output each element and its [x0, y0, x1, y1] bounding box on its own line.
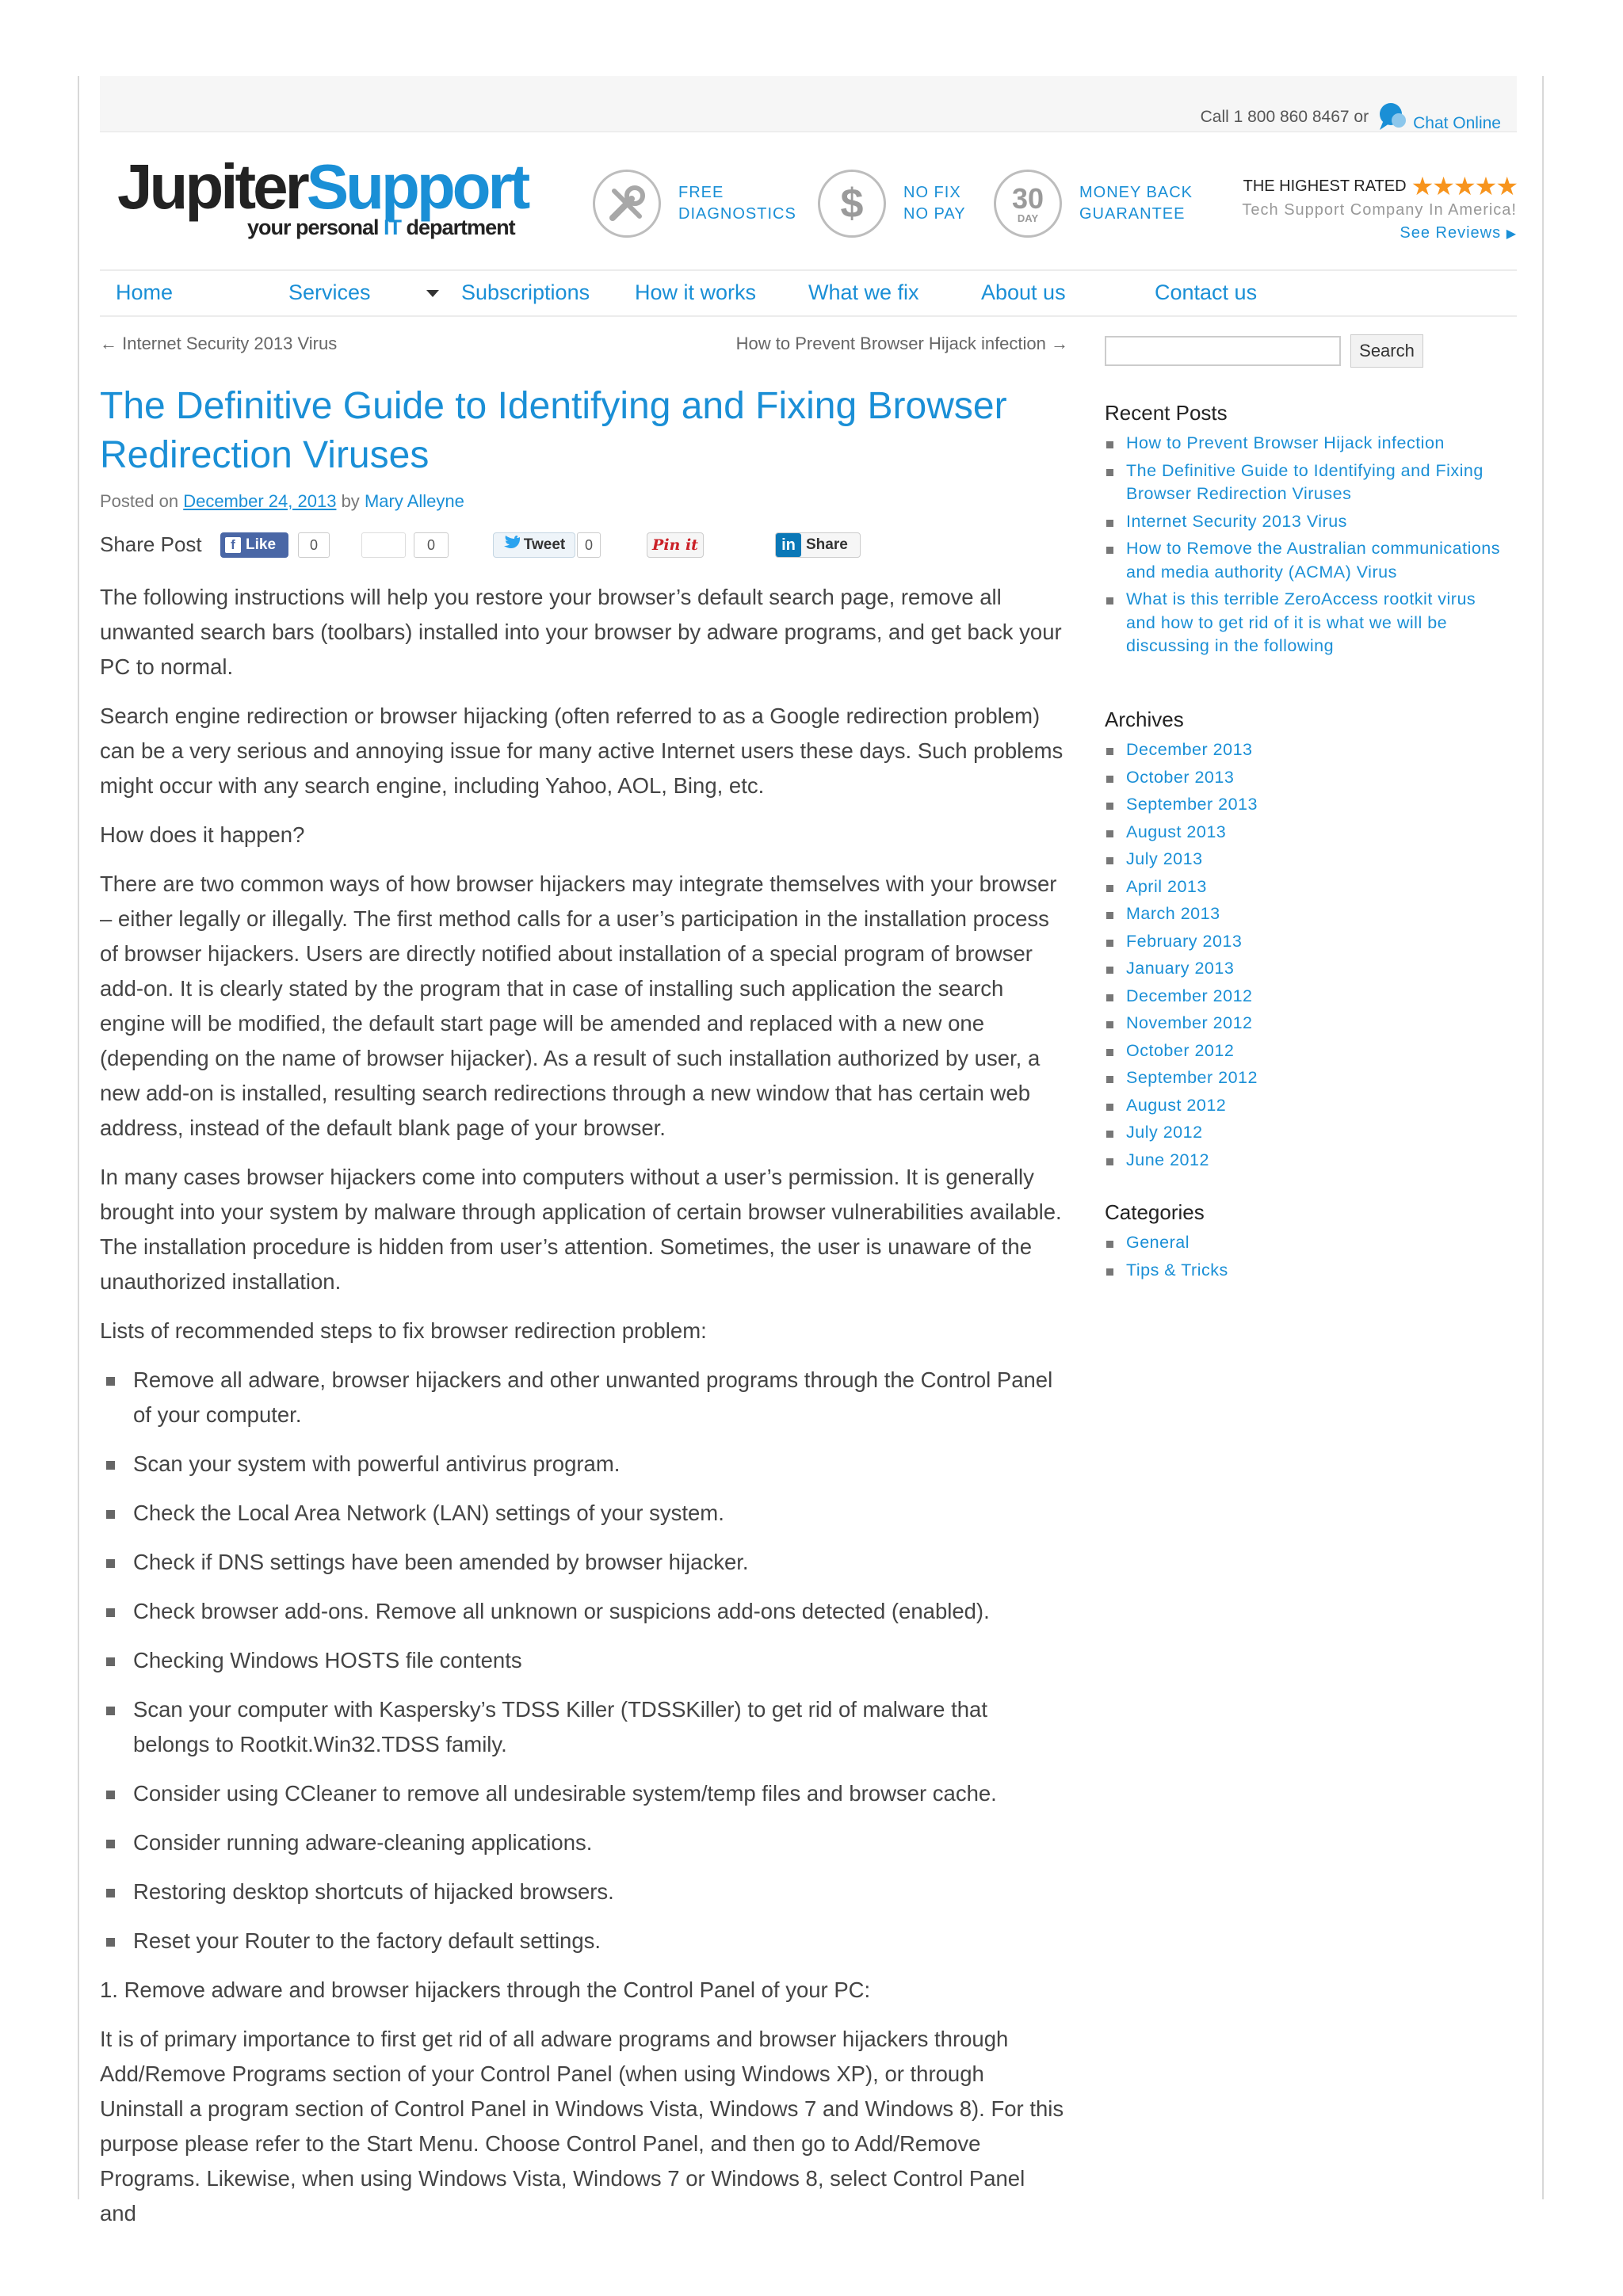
google-plus-button[interactable]: [361, 532, 406, 558]
paragraph: In many cases browser hijackers come into computers without a user’s permission. It is generally brought into your system by malware through application of certain browser vulnerabilities available. The installation procedure is hidden from user’s attention. Sometimes, the user is unaware of the unauthorized installation.: [100, 1165, 1062, 1294]
five-stars-icon: ★★★★★: [1411, 172, 1517, 200]
archives-widget: [1105, 707, 1501, 1176]
pinterest-pin-button[interactable]: Pin it: [647, 532, 704, 558]
feature-free-diagnostics: FREE DIAGNOSTICS: [593, 170, 796, 238]
archive-link[interactable]: October 2012: [1105, 1039, 1501, 1063]
list-item: Check the Local Area Network (LAN) settings of your system.: [100, 1496, 1067, 1531]
nav-home[interactable]: Home: [116, 280, 174, 304]
list-item: Reset your Router to the factory default settings.: [100, 1924, 1067, 1958]
nav-what-we-fix[interactable]: What we fix: [808, 280, 919, 304]
rating-subtitle: Tech Support Company In America!: [1242, 201, 1517, 219]
archive-link[interactable]: August 2012: [1105, 1094, 1501, 1118]
main-nav: [100, 269, 1517, 317]
30-day-icon: 30 DAY: [994, 170, 1062, 238]
archive-link[interactable]: February 2013: [1105, 930, 1501, 954]
recent-post-link[interactable]: How to Remove the Australian communications and media authority (ACMA) Virus: [1105, 537, 1501, 584]
recent-post-link[interactable]: How to Prevent Browser Hijack infection: [1105, 432, 1501, 456]
twitter-bird-icon: [503, 536, 521, 555]
list-item: Restoring desktop shortcuts of hijacked browsers.: [100, 1875, 1067, 1909]
linkedin-icon: in: [776, 533, 801, 557]
archive-link[interactable]: January 2013: [1105, 957, 1501, 981]
paragraph: Lists of recommended steps to fix browser redirection problem:: [100, 1318, 707, 1343]
chat-online-link[interactable]: [1375, 101, 1501, 133]
archive-link[interactable]: March 2013: [1105, 902, 1501, 926]
list-item: Checking Windows HOSTS file contents: [100, 1643, 1067, 1678]
top-bar: [100, 76, 1517, 132]
archive-link[interactable]: July 2012: [1105, 1121, 1501, 1145]
nav-how-it-works[interactable]: How it works: [635, 280, 757, 304]
paragraph: 1. Remove adware and browser hijackers through the Control Panel of your PC:: [100, 1978, 871, 2002]
archive-link[interactable]: August 2013: [1105, 821, 1501, 845]
linkedin-share-button[interactable]: in Share: [775, 532, 861, 558]
category-link[interactable]: General: [1105, 1231, 1501, 1255]
nav-about-us[interactable]: About us: [981, 280, 1066, 304]
archive-link[interactable]: December 2012: [1105, 985, 1501, 1009]
chat-online-label: Chat Online: [1413, 114, 1501, 132]
recent-post-link[interactable]: Internet Security 2013 Virus: [1105, 510, 1501, 534]
tweet-count: 0: [577, 532, 601, 558]
contact-info: [1201, 101, 1501, 133]
archive-link[interactable]: September 2012: [1105, 1066, 1501, 1090]
archive-link[interactable]: September 2013: [1105, 793, 1501, 817]
list-item: Scan your computer with Kaspersky’s TDSS Killer (TDSSKiller) to get rid of malware that belongs to Rootkit.Win32.TDSS family.: [100, 1692, 1067, 1762]
facebook-like-button[interactable]: f Like: [220, 532, 288, 558]
archive-link[interactable]: November 2012: [1105, 1012, 1501, 1035]
archive-link[interactable]: June 2012: [1105, 1149, 1501, 1173]
see-reviews-link[interactable]: See Reviews ▶: [1400, 224, 1517, 242]
rating-box: [1242, 172, 1517, 242]
like-count: 0: [298, 532, 330, 558]
categories-title: Categories: [1105, 1200, 1205, 1224]
paragraph: There are two common ways of how browser hijackers may integrate themselves with your browser – either legally or illegally. The first method calls for a user’s participation in the installation process of browser hijackers. Users are directly notified about installation of a special program of browser add-on. It is clearly stated by the program that in case of installing such application the search engine will be modified, the default start page will be amended and replaced with a new one (depending on the name of browser hijacker). As a result of such installation authorized by user, a new add-on is installed, resulting search redirections through a new window that has certain web address, instead of the default blank page of your browser.: [100, 871, 1057, 1140]
previous-post-link[interactable]: ← Internet Security 2013 Virus: [100, 334, 338, 353]
article-body: [100, 580, 1067, 2245]
feature-no-fix-no-pay: $ NO FIX NO PAY: [818, 170, 966, 238]
chat-icon: [1375, 101, 1410, 133]
categories-widget: [1105, 1200, 1501, 1286]
page-frame-left: [78, 76, 79, 2199]
nav-subscriptions[interactable]: Subscriptions: [461, 280, 590, 304]
nav-services[interactable]: Services: [288, 280, 371, 304]
search-button[interactable]: Search: [1350, 334, 1423, 368]
archive-link[interactable]: April 2013: [1105, 875, 1501, 899]
nav-contact-us[interactable]: Contact us: [1155, 280, 1258, 304]
search-input[interactable]: [1105, 336, 1341, 366]
recent-post-link[interactable]: What is this terrible ZeroAccess rootkit virus and how to get rid of it is what we will be discussing in the following: [1105, 588, 1501, 658]
archive-link[interactable]: October 2013: [1105, 766, 1501, 790]
recent-posts-widget: [1105, 401, 1501, 662]
archive-link[interactable]: July 2013: [1105, 848, 1501, 871]
author-link[interactable]: Mary Alleyne: [364, 491, 464, 511]
paragraph: Search engine redirection or browser hijacking (often referred to as a Google redirection problem) can be a very serious and annoying issue for many active Internet users these days. Such problems might occur with any search engine, including Yahoo, AOL, Bing, etc.: [100, 704, 1064, 798]
post-date-link[interactable]: December 24, 2013: [183, 491, 337, 511]
archive-link[interactable]: December 2013: [1105, 738, 1501, 762]
next-post-link[interactable]: How to Prevent Browser Hijack infection →: [735, 334, 1068, 353]
steps-list: [100, 1363, 1067, 1958]
paragraph: How does it happen?: [100, 822, 305, 847]
rating-title: THE HIGHEST RATED: [1243, 177, 1407, 195]
chevron-down-icon[interactable]: [426, 290, 439, 297]
feature-money-back: 30 DAY MONEY BACK GUARANTEE: [994, 170, 1193, 238]
list-item: Check browser add-ons. Remove all unknown or suspicions add-ons detected (enabled).: [100, 1594, 1067, 1629]
facebook-icon: f: [225, 537, 241, 553]
arrow-right-icon: ▶: [1506, 227, 1517, 241]
post-meta: Posted on December 24, 2013 by Mary Alleyne: [100, 491, 464, 511]
list-item: Consider using CCleaner to remove all undesirable system/temp files and browser cache.: [100, 1776, 1067, 1811]
list-item: Scan your system with powerful antivirus program.: [100, 1447, 1067, 1482]
recent-post-link[interactable]: The Definitive Guide to Identifying and Fixing Browser Redirection Viruses: [1105, 460, 1501, 506]
page-frame-right: [1542, 76, 1544, 2199]
archives-title: Archives: [1105, 707, 1184, 731]
plus-count: 0: [414, 532, 449, 558]
tweet-button[interactable]: Tweet: [493, 532, 575, 558]
dollar-icon: $: [818, 170, 886, 238]
list-item: Check if DNS settings have been amended by browser hijacker.: [100, 1545, 1067, 1580]
paragraph: It is of primary importance to first get rid of all adware programs and browser hijackers through Add/Remove Programs section of your Control Panel (when using Windows XP), or through Uninstall a program section of Control Panel in Windows Vista, Windows 7 and Windows 8). For this purpose please refer to the Start Menu. Choose Control Panel, and then go to Add/Remove Programs. Likewise, when using Windows Vista, Windows 7 or Windows 8, select Control Panel and: [100, 2027, 1064, 2225]
share-post-label: Share Post: [100, 532, 202, 556]
site-logo[interactable]: [117, 151, 528, 240]
logo-wordmark: JupiterSupport: [117, 151, 528, 222]
paragraph: The following instructions will help you restore your browser’s default search page, remove all unwanted search bars (toolbars) installed into your browser by adware programs, and get back your PC to normal.: [100, 585, 1062, 679]
list-item: Consider running adware-cleaning applications.: [100, 1825, 1067, 1860]
list-item: Remove all adware, browser hijackers and other unwanted programs through the Control Panel of your computer.: [100, 1363, 1067, 1432]
tools-icon: [593, 170, 661, 238]
phone-text: Call 1 800 860 8467 or: [1200, 108, 1369, 126]
logo-tagline: your personal IT department: [247, 215, 515, 239]
recent-posts-title: Recent Posts: [1105, 401, 1228, 425]
category-link[interactable]: Tips & Tricks: [1105, 1259, 1501, 1283]
article-title: The Definitive Guide to Identifying and Fixing Browser Redirection Viruses: [100, 385, 1007, 476]
